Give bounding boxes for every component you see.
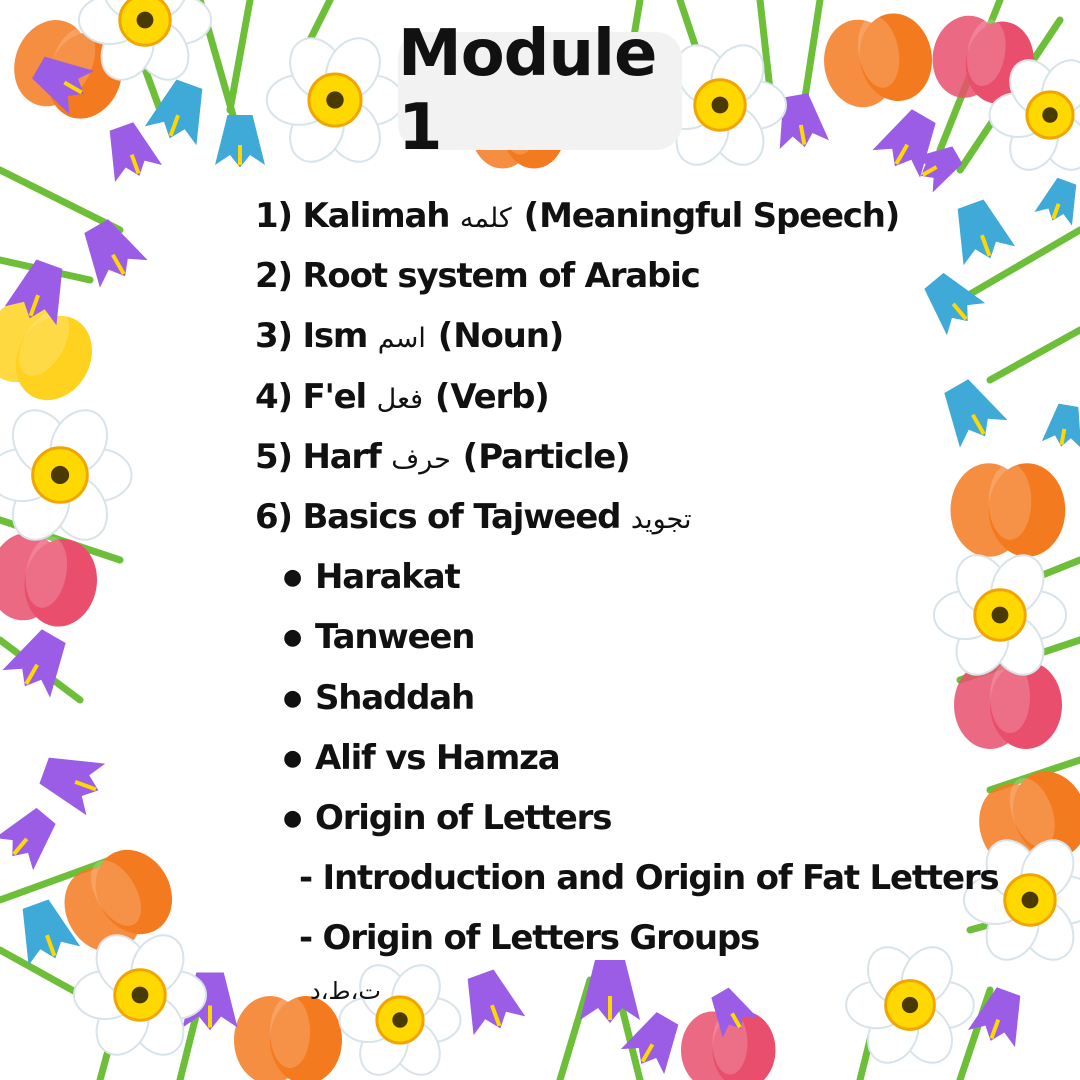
daffodil <box>0 400 132 550</box>
daffodil <box>267 29 403 172</box>
title-card <box>398 17 682 165</box>
item-term: Root system of Arabic <box>302 256 700 297</box>
bullet-item <box>255 728 945 788</box>
bellflower <box>620 1006 690 1076</box>
bullet-item <box>255 788 945 848</box>
bullet-label: Shaddah <box>315 677 475 718</box>
tulip <box>234 996 342 1080</box>
bellflower <box>1034 174 1080 227</box>
bullet-item <box>255 607 945 667</box>
sub-bullet-item <box>255 848 999 908</box>
bullet-icon: ● <box>283 745 301 771</box>
item-number: 3) <box>255 316 292 357</box>
list-item <box>255 427 945 487</box>
bullet-icon: ● <box>283 625 301 651</box>
leaf <box>990 330 1080 380</box>
item-term: Harf <box>302 436 381 477</box>
item-number: 5) <box>255 436 292 477</box>
item-gloss: (Noun) <box>437 316 565 357</box>
item-gloss: (Meaningful Speech) <box>523 196 901 236</box>
item-arabic: كلمه <box>459 203 512 234</box>
letter-group <box>255 968 945 1008</box>
bellflower <box>945 195 1016 268</box>
sub-bullet-item <box>255 908 945 968</box>
item-number: 2) <box>255 256 292 297</box>
item-number: 1) <box>255 196 292 236</box>
bellflower <box>35 745 108 816</box>
bullet-icon: ● <box>283 565 301 591</box>
bullet-label: Alif vs Hamza <box>315 737 560 778</box>
bullet-item <box>255 547 945 607</box>
item-term: F'el <box>302 376 366 417</box>
bellflower <box>0 800 65 872</box>
list-item <box>255 367 945 427</box>
bullet-icon: ● <box>283 685 301 711</box>
bullet-icon: ● <box>283 805 301 831</box>
item-term: Ism <box>302 316 368 357</box>
bullet-label: Tanween <box>315 617 475 658</box>
item-number: 6) <box>255 496 292 537</box>
list-item <box>255 246 945 306</box>
tulip <box>0 527 104 632</box>
tulip <box>951 463 1066 557</box>
sub-bullet-label: - Origin of Letters Groups <box>299 918 760 959</box>
item-arabic: حرف <box>391 443 451 475</box>
sub-bullet-label: - Introduction and Origin of Fat Letters <box>299 858 999 899</box>
daffodil <box>934 546 1066 684</box>
item-arabic: فعل <box>376 383 424 415</box>
item-arabic: تجويد <box>630 503 692 535</box>
letter-group-arabic: ت،ط،د <box>310 977 381 1006</box>
leaf <box>230 0 250 110</box>
item-term: Basics of Tajweed <box>302 496 621 537</box>
list-item <box>255 306 945 366</box>
list-item <box>255 487 945 547</box>
item-number: 4) <box>255 376 292 417</box>
bullet-item <box>255 668 945 728</box>
bullet-label: Origin of Letters <box>315 797 612 838</box>
module-contents <box>255 186 999 1008</box>
leaf <box>0 170 120 230</box>
bellflower <box>215 115 265 168</box>
bullet-label: Harakat <box>315 557 460 598</box>
bellflower <box>98 118 163 184</box>
item-gloss: (Particle) <box>462 436 631 477</box>
bellflower <box>1041 402 1080 450</box>
tulip <box>817 8 939 113</box>
list-item <box>255 186 945 246</box>
item-term: Kalimah <box>302 196 450 236</box>
page-title: Module 1 <box>398 17 657 165</box>
item-arabic: اسم <box>377 323 426 355</box>
item-gloss: (Verb) <box>434 376 550 417</box>
